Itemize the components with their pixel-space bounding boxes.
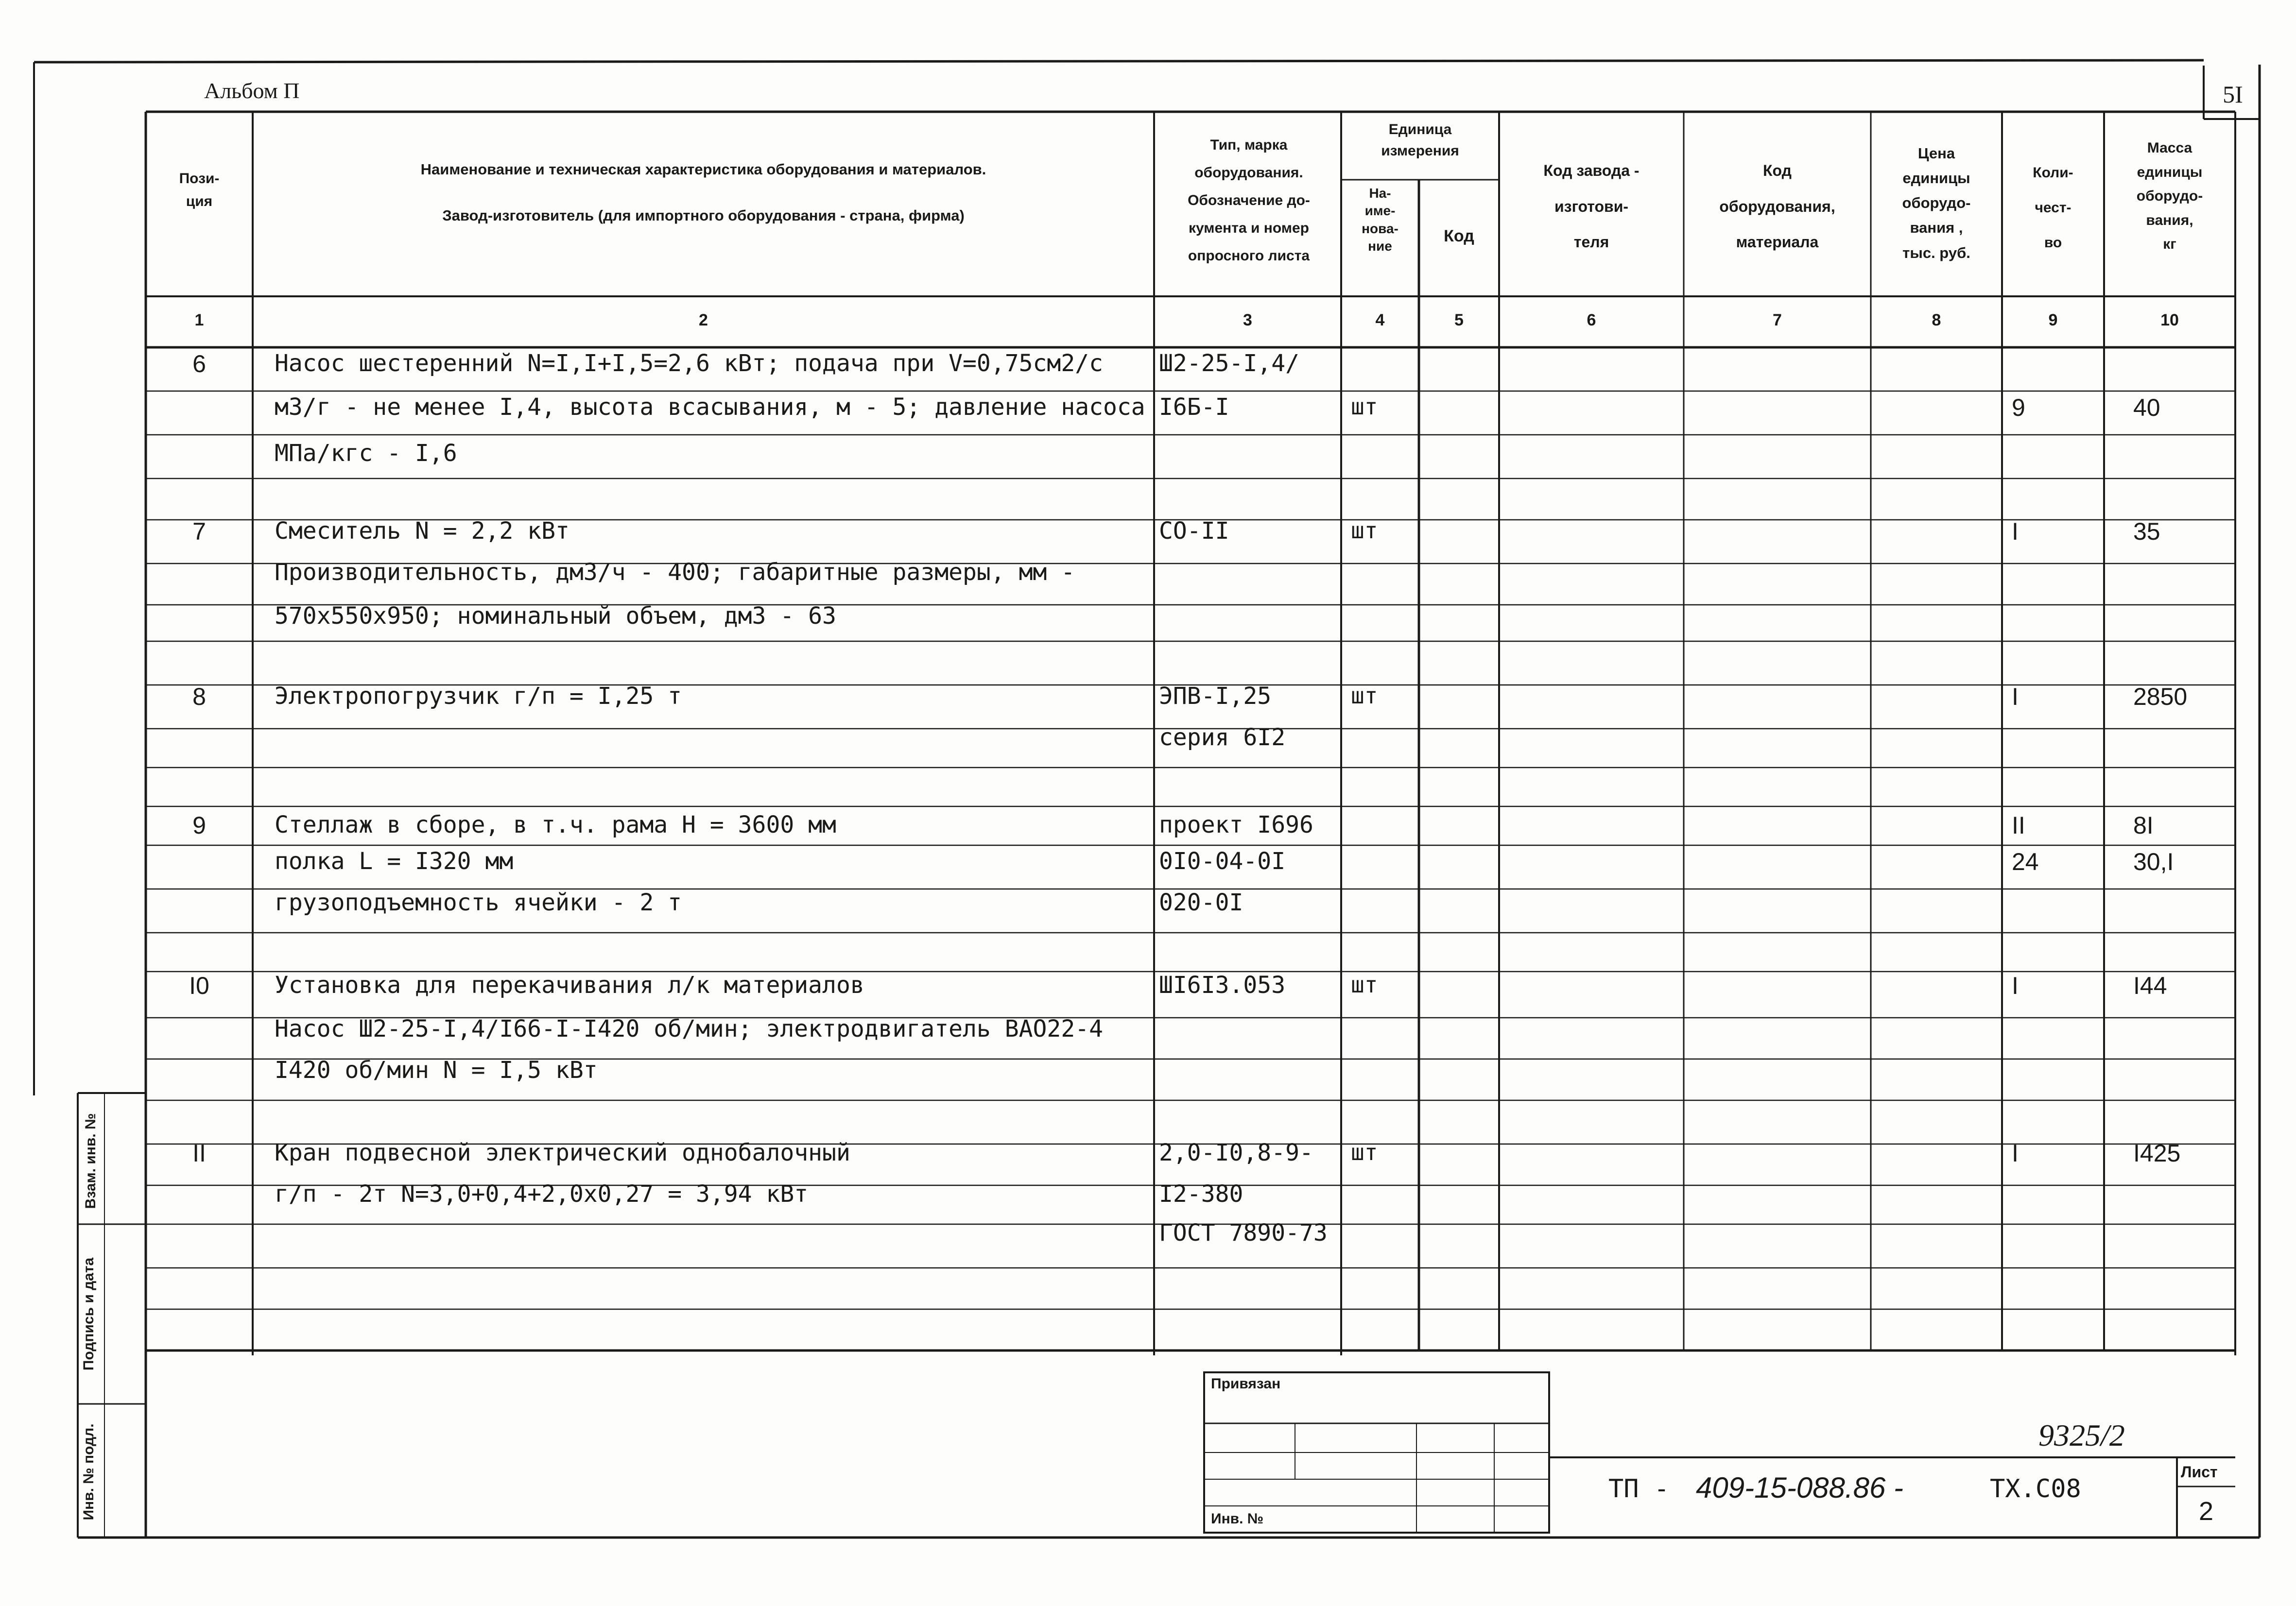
table-cell-type: ШI6I3.053 xyxy=(1159,972,1286,999)
designation-prefix: ТП - xyxy=(1608,1474,1670,1503)
table-cell-mass: 8I xyxy=(2133,812,2154,839)
column-number: 4 xyxy=(1375,311,1385,329)
table-cell-name: 570x550x950; номинальный объем, дм3 - 63 xyxy=(275,602,836,630)
table-cell-type: ГОСТ 7890-73 xyxy=(1159,1219,1328,1247)
table-cell-pos: 9 xyxy=(192,812,206,839)
table-cell-mass: 2850 xyxy=(2133,683,2188,710)
album-label: Альбом П xyxy=(204,78,300,103)
table-cell-unit: шт xyxy=(1351,1139,1378,1165)
table-cell-unit: шт xyxy=(1351,517,1378,544)
table-cell-mass: I44 xyxy=(2133,972,2167,999)
column-number: 3 xyxy=(1243,311,1252,329)
table-cell-type: I2-380 xyxy=(1159,1180,1243,1208)
table-cell-qty: I xyxy=(2012,972,2019,999)
table-cell-mass: 30,I xyxy=(2133,848,2174,875)
table-cell-type: проект I696 xyxy=(1159,811,1313,838)
header-position: Пози- ция xyxy=(179,171,220,209)
stamp-attached-label: Привязан xyxy=(1211,1376,1281,1392)
table-cell-type: 2,0-I0,8-9- xyxy=(1159,1139,1313,1166)
table-cell-type: Ш2-25-I,4/ xyxy=(1159,350,1299,377)
table-cell-qty: I xyxy=(2012,683,2019,710)
table-cell-pos: 6 xyxy=(192,350,206,377)
header-name-line1: Наименование и техническая характеристика оборудования и материалов. xyxy=(420,161,986,178)
header-name-line2: Завод-изготовитель (для импортного оборудования - страна, фирма) xyxy=(442,207,965,224)
stamp-inventory-label: Инв. № xyxy=(1211,1511,1264,1527)
table-cell-pos: 8 xyxy=(192,683,206,710)
header-type: Тип, марка оборудования. Обозначение до- кумента и номер опросного листа xyxy=(1188,137,1310,264)
table-cell-name: Смеситель N = 2,2 кВт xyxy=(275,517,570,545)
table-cell-type: СО-II xyxy=(1159,517,1229,545)
header-unit-name: На- име- нова- ние xyxy=(1362,186,1398,254)
sheet-label: Лист xyxy=(2181,1463,2218,1481)
designation-handwritten: 409-15-088.86 - xyxy=(1696,1471,1903,1504)
table-cell-name: Кран подвесной электрический однобалочный xyxy=(275,1139,850,1166)
designation-suffix: ТХ.С08 xyxy=(1990,1474,2081,1503)
table-cell-type: ЭПВ-I,25 xyxy=(1159,683,1272,710)
header-factory-code: Код завода - изготови- теля xyxy=(1543,162,1640,251)
table-cell-qty: 24 xyxy=(2012,848,2039,875)
table-cell-name: Насос шестеренний N=I,I+I,5=2,6 кВт; подача при V=0,75см2/с xyxy=(275,350,1104,377)
table-cell-type: серия 6I2 xyxy=(1159,724,1286,751)
table-cell-qty: I xyxy=(2012,518,2019,545)
column-number: 8 xyxy=(1932,311,1941,329)
handwritten-number: 9325/2 xyxy=(2038,1418,2125,1452)
table-cell-name: МПа/кгс - I,6 xyxy=(275,440,457,467)
table-cell-name: I420 об/мин N = I,5 кВт xyxy=(275,1057,598,1084)
table-cell-qty: I xyxy=(2012,1140,2019,1167)
table-cell-name: Насос Ш2-25-I,4/I66-I-I420 об/мин; электродвигатель ВАО22-4 xyxy=(275,1015,1104,1042)
header-quantity: Коли- чест- во xyxy=(2033,165,2073,251)
table-cell-type: 0I0-04-0I xyxy=(1159,848,1286,875)
side-label-signature-date: Подпись и дата xyxy=(81,1257,97,1371)
sheet-number: 2 xyxy=(2198,1497,2214,1526)
table-cell-name: Установка для перекачивания л/к материалов xyxy=(275,972,864,999)
table-cell-name: Стеллаж в сборе, в т.ч. рама Н = 3600 мм xyxy=(275,811,836,838)
column-number: 9 xyxy=(2048,311,2058,329)
header-equipment-code: Код оборудования, материала xyxy=(1719,162,1835,251)
column-number: 10 xyxy=(2160,311,2179,329)
table-cell-type: I6Б-I xyxy=(1159,393,1229,421)
table-cell-mass: 35 xyxy=(2133,518,2160,545)
table-cell-qty: II xyxy=(2012,812,2025,839)
table-cell-name: полка L = I320 мм xyxy=(275,848,514,875)
column-number: 5 xyxy=(1454,311,1464,329)
table-cell-name: г/п - 2т N=3,0+0,4+2,0x0,27 = 3,94 кВт xyxy=(275,1180,809,1208)
column-number: 2 xyxy=(699,311,708,329)
table-cell-unit: шт xyxy=(1351,683,1378,709)
table-cell-pos: I0 xyxy=(189,972,209,999)
table-cell-type: 020-0I xyxy=(1159,889,1243,916)
table-cell-qty: 9 xyxy=(2012,394,2025,421)
header-unit-group: Единица измерения xyxy=(1381,121,1459,159)
side-label-replacement-inv: Взам. инв. № xyxy=(83,1113,99,1209)
table-cell-pos: 7 xyxy=(192,518,206,545)
column-number: 7 xyxy=(1773,311,1782,329)
table-cell-name: грузоподъемность ячейки - 2 т xyxy=(275,889,682,916)
header-mass: Масса единицы оборудо- вания, кг xyxy=(2136,140,2203,252)
column-number: 6 xyxy=(1587,311,1596,329)
table-cell-pos: II xyxy=(192,1140,206,1167)
table-cell-unit: шт xyxy=(1351,972,1378,998)
table-cell-name: м3/г - не менее I,4, высота всасывания, м - 5; давление насоса xyxy=(275,393,1145,421)
side-label-original-inv: Инв. № подл. xyxy=(81,1423,97,1521)
table-cell-name: Производительность, дм3/ч - 400; габаритные размеры, мм - xyxy=(275,559,1075,586)
table-cell-name: Электропогрузчик г/п = I,25 т xyxy=(275,683,682,710)
header-price: Цена единицы оборудо- вания , тыс. руб. xyxy=(1902,145,1971,261)
table-cell-unit: шт xyxy=(1351,393,1378,420)
page-number: 5I xyxy=(2223,81,2243,108)
table-cell-mass: I425 xyxy=(2133,1140,2181,1167)
header-unit-code: Код xyxy=(1444,227,1474,245)
column-number: 1 xyxy=(194,311,204,329)
table-cell-mass: 40 xyxy=(2133,394,2160,421)
